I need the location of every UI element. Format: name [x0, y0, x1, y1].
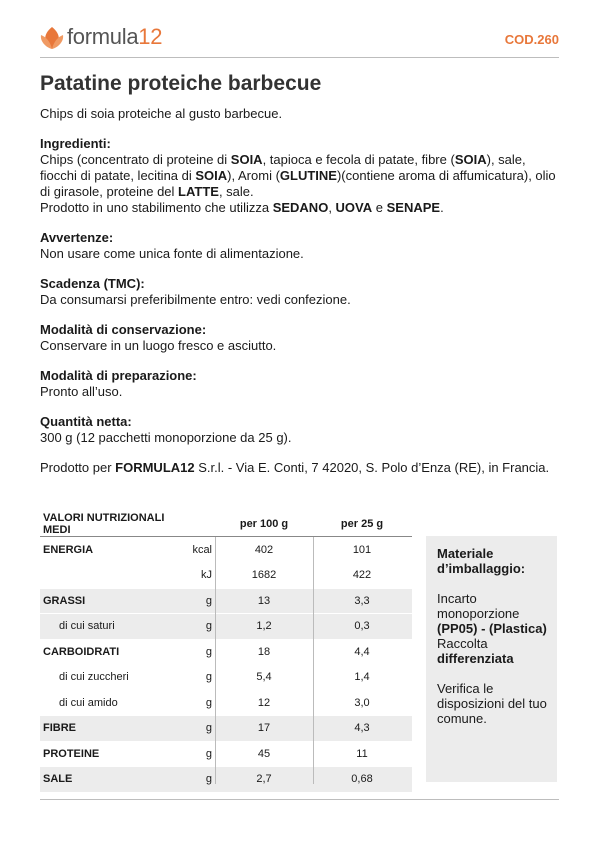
leaf-logo-icon: [40, 23, 64, 51]
value-per-100g: 17: [257, 722, 271, 735]
nutrition-row: [40, 716, 412, 742]
net-quantity-section: Quantità netta: 300 g (12 pacchetti monoporzione da 25 g).: [40, 414, 292, 445]
preparation-section: Modalità di preparazione: Pronto all’uso.: [40, 368, 197, 399]
value-per-100g: 1,2: [256, 620, 272, 633]
column-divider: [313, 537, 314, 784]
product-code: COD.260: [504, 32, 559, 47]
packaging-note: Verifica le disposizioni del tuo comune.: [437, 681, 547, 726]
bottom-divider: [40, 799, 559, 800]
ingredients-heading: Ingredienti:: [40, 136, 111, 151]
nutrition-row: [40, 691, 412, 717]
nutrient-unit: kcal: [192, 543, 212, 556]
nutrient-name: CARBOIDRATI: [43, 645, 120, 658]
nutrient-unit: g: [205, 671, 212, 684]
nutrition-row: [40, 767, 412, 793]
manufacturer-line: Prodotto per FORMULA12 S.r.l. - Via E. Conti, 7 42020, S. Polo d’Enza (RE), in Francia.: [40, 460, 550, 475]
nutrition-table: [40, 512, 412, 793]
nutrient-unit: kJ: [201, 569, 212, 582]
nutrition-row: [40, 538, 412, 564]
value-per-25g: 4,4: [354, 645, 370, 658]
nutrient-name: [43, 563, 193, 588]
value-per-100g: 18: [257, 645, 271, 658]
nutrient-name: FIBRE: [43, 722, 76, 735]
value-per-25g: 0,3: [354, 620, 370, 633]
nutrient-unit: g: [205, 722, 212, 735]
warnings-section: Avvertenze: Non usare come unica fonte di alimentazione.: [40, 230, 304, 261]
page-title: Patatine proteiche barbecue: [40, 72, 322, 95]
nutrient-name: GRASSI: [43, 594, 86, 607]
nutrient-name: di cui saturi: [59, 620, 115, 633]
packaging-material: Incarto monoporzione (PP05) - (Plastica) Raccolta differenziata: [437, 591, 547, 666]
intro-text: Chips di soia proteiche al gusto barbecue.: [40, 106, 283, 121]
value-per-25g: 3,0: [354, 696, 370, 709]
value-per-25g: 0,68: [351, 773, 373, 786]
value-per-25g: 101: [352, 543, 372, 556]
nutrient-unit: g: [205, 747, 212, 760]
product-description: [40, 106, 559, 490]
column-divider: [215, 537, 216, 784]
nutrient-unit: g: [205, 773, 212, 786]
nutrient-unit: g: [205, 594, 212, 607]
value-per-100g: 1682: [251, 569, 277, 582]
nutrition-row: [40, 640, 412, 666]
brand-name: formula12: [67, 24, 163, 49]
packaging-box: [426, 536, 557, 782]
value-per-25g: 4,3: [354, 722, 370, 735]
nutrition-row: [40, 665, 412, 691]
nutrient-name: PROTEINE: [43, 747, 100, 760]
packaging-heading: Materiale d’imballaggio:: [437, 546, 526, 576]
nutrient-unit: g: [205, 620, 212, 633]
nutrient-unit: g: [205, 645, 212, 658]
value-per-25g: 11: [356, 747, 368, 760]
brand-logo: [40, 20, 162, 54]
nutrient-name: di cui amido: [59, 696, 118, 709]
value-per-100g: 2,7: [256, 773, 272, 786]
storage-section: Modalità di conservazione: Conservare in un luogo fresco e asciutto.: [40, 322, 277, 353]
value-per-25g: 422: [352, 569, 372, 582]
value-per-100g: 402: [254, 543, 274, 556]
nutrient-name: SALE: [43, 773, 73, 786]
header: [40, 20, 559, 58]
value-per-100g: 13: [257, 594, 271, 607]
value-per-100g: 12: [257, 696, 271, 709]
nutrient-name: di cui zuccheri: [59, 671, 129, 684]
value-per-25g: 1,4: [354, 671, 370, 684]
nutrient-unit: g: [205, 696, 212, 709]
value-per-100g: 45: [257, 747, 271, 760]
nutrition-row: [40, 742, 412, 768]
nutrition-header-row: VALORI NUTRIZIONALI MEDI per 100 g per 25 g: [40, 512, 412, 538]
nutrition-row: [40, 563, 412, 589]
nutrition-row: [40, 614, 412, 640]
expiry-section: Scadenza (TMC): Da consumarsi preferibilmente entro: vedi confezione.: [40, 276, 351, 307]
top-divider: [40, 57, 559, 58]
value-per-25g: 3,3: [354, 594, 370, 607]
nutrition-row: [40, 589, 412, 615]
ingredients-section: Ingredienti: Chips (concentrato di proteine di SOIA, tapioca e fecola di patate, fibre (SOIA), sale, fiocchi di patate, lecitina di SOIA), Aromi (GLUTINE)(contiene aroma di affumicatura), olio di girasole, proteine del LATTE, sale. Prodotto in uno stabilimento che utilizza SEDANO, UOVA e SENAPE.: [40, 136, 556, 215]
nutrient-name: ENERGIA: [43, 543, 94, 556]
value-per-100g: 5,4: [256, 671, 272, 684]
